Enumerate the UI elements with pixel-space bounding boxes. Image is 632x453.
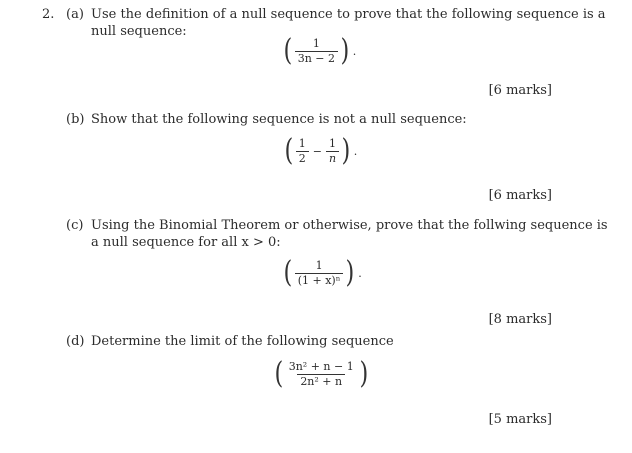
right-paren: ) <box>340 33 350 68</box>
question-number: 2. <box>42 7 55 22</box>
part-d-sequence <box>273 356 369 391</box>
part-a-text-line1: Use the definition of a null sequence to prove that the following sequence is a <box>91 7 606 22</box>
part-b-fraction-2 <box>326 138 339 164</box>
left-paren: ( <box>283 255 293 290</box>
part-c-fraction <box>295 260 344 286</box>
part-d-text-line1: Determine the limit of the following sequence <box>91 334 394 349</box>
period: . <box>353 144 358 158</box>
part-d-marks: [5 marks] <box>488 412 552 427</box>
fraction-numerator: 1 <box>315 258 323 272</box>
fraction-numerator: 1 <box>312 36 320 50</box>
fraction-denominator <box>326 151 339 165</box>
part-a-fraction <box>295 38 338 64</box>
fraction-denominator: 2 <box>296 151 309 165</box>
fraction-numerator: 3n² + n − 1 <box>288 359 354 373</box>
fraction-numerator: 1 <box>298 136 306 150</box>
period: . <box>352 44 357 58</box>
fraction-denominator: 3n − 2 <box>295 51 338 65</box>
left-paren: ( <box>283 33 293 68</box>
fraction-denominator: 2n² + n <box>297 374 345 388</box>
part-b-sequence <box>283 133 358 168</box>
part-a-sequence <box>282 33 357 68</box>
part-d-fraction <box>286 361 357 387</box>
right-paren: ) <box>345 255 355 290</box>
period: . <box>358 266 362 280</box>
left-paren: ( <box>274 356 284 391</box>
part-a-label: (a) <box>66 7 84 22</box>
right-paren: ) <box>359 356 368 391</box>
part-a-marks: [6 marks] <box>488 83 552 98</box>
part-b-marks: [6 marks] <box>488 188 552 203</box>
right-paren: ) <box>341 133 351 168</box>
part-a-text-line2: null sequence: <box>91 24 187 39</box>
part-b-text-line1: Show that the following sequence is not a null sequence: <box>91 112 467 127</box>
minus-operator: − <box>312 144 322 158</box>
part-c-text-line1: Using the Binomial Theorem or otherwise, prove that the follwing sequence is <box>91 218 608 233</box>
left-paren: ( <box>284 133 294 168</box>
part-d-label: (d) <box>66 334 85 349</box>
fraction-numerator: 1 <box>328 136 336 150</box>
part-c-label: (c) <box>66 218 84 233</box>
variable-n: n <box>328 151 337 165</box>
part-b-label: (b) <box>66 112 85 127</box>
fraction-denominator: (1 + x)ⁿ <box>295 273 344 287</box>
part-c-marks: [8 marks] <box>488 312 552 327</box>
part-c-text-line2: a null sequence for all x > 0: <box>91 235 281 250</box>
part-c-sequence <box>282 255 362 290</box>
part-b-fraction-1 <box>296 138 309 164</box>
